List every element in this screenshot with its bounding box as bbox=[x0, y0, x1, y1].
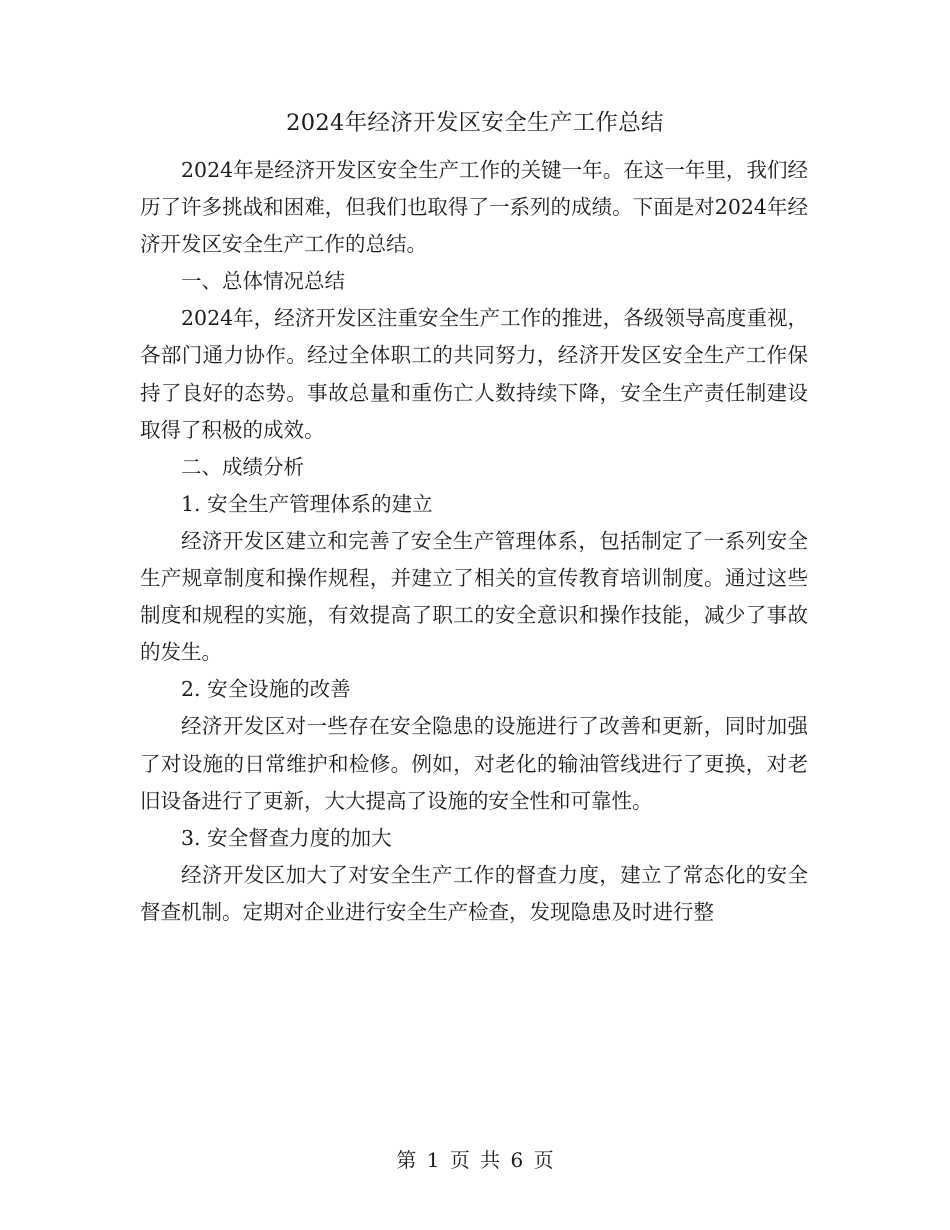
section-heading-overview: 一、总体情况总结 bbox=[181, 269, 345, 294]
subheading-management-system: 1. 安全生产管理体系的建立 bbox=[181, 491, 433, 516]
section-heading-analysis: 二、成绩分析 bbox=[181, 454, 304, 479]
page-footer: 第 1 页 共 6 页 bbox=[396, 1148, 554, 1172]
facility-improvement-paragraph: 经济开发区对一些存在安全隐患的设施进行了改善和更新，同时加强了对设施的日常维护和检修。例如，对老化的输油管线进行了更换，对老旧设备进行了更新，大大提高了设施的安全性和可靠性。 bbox=[140, 714, 808, 813]
supervision-paragraph: 经济开发区加大了对安全生产工作的督查力度，建立了常态化的安全督查机制。定期对企业进行安全生产检查，发现隐患及时进行整 bbox=[140, 862, 808, 924]
overview-paragraph: 2024年，经济开发区注重安全生产工作的推进，各级领导高度重视，各部门通力协作。经过全体职工的共同努力，经济开发区安全生产工作保持了良好的态势。事故总量和重伤亡人数持续下降，安全生产责任制建设取得了积极的成效。 bbox=[140, 306, 808, 442]
document-title: 2024年经济开发区安全生产工作总结 bbox=[286, 110, 664, 136]
intro-paragraph: 2024年是经济开发区安全生产工作的关键一年。在这一年里，我们经历了许多挑战和困难，但我们也取得了一系列的成绩。下面是对2024年经济开发区安全生产工作的总结。 bbox=[140, 158, 808, 257]
subheading-facility-improvement: 2. 安全设施的改善 bbox=[181, 677, 351, 702]
management-system-paragraph: 经济开发区建立和完善了安全生产管理体系，包括制定了一系列安全生产规章制度和操作规程，并建立了相关的宣传教育培训制度。通过这些制度和规程的实施，有效提高了职工的安全意识和操作技能，减少了事故的发生。 bbox=[140, 528, 808, 665]
document-body bbox=[140, 152, 808, 931]
subheading-supervision: 3. 安全督查力度的加大 bbox=[181, 825, 392, 850]
